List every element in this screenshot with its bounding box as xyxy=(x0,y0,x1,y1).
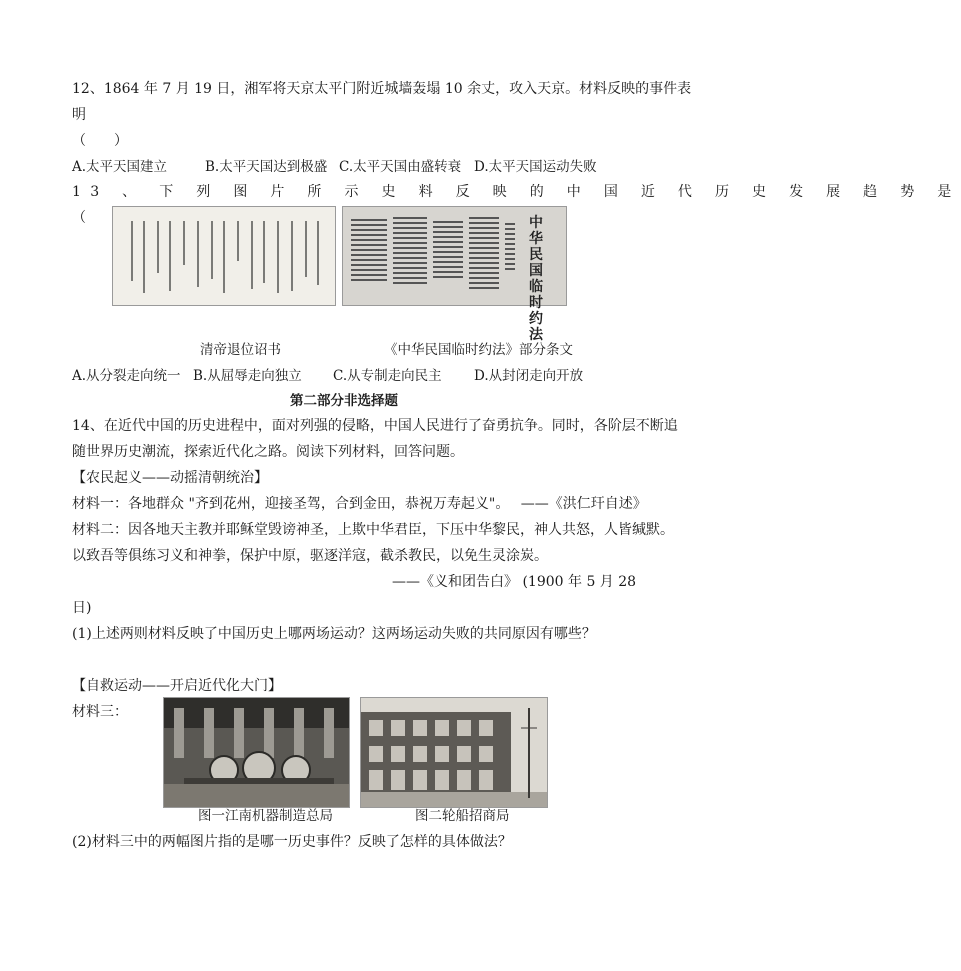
factory-illustration xyxy=(164,698,349,807)
q14-question2: (2)材料三中的两幅图片指的是哪一历史事件？反映了怎样的具体做法？ xyxy=(72,834,512,850)
q14-material2-source-cont: 日) xyxy=(72,600,92,616)
q14-material2-line1: 材料二：因各地天主教并耶稣堂毁谤神圣，上欺中华君臣，下压中华黎民，神人共怒，人皆缄默。 xyxy=(72,522,674,538)
q14-material1: 材料一：各地群众 "齐到花州，迎接圣驾，合到金田，恭祝万寿起义"。 ——《洪仁玕自述》 xyxy=(72,496,647,512)
q13-stem-line1: 13 、 下 列 图 片 所 示 史 料 反 映 的 中 国 近 代 历 史 发 展 趋 势 是 xyxy=(72,184,961,200)
q13-option-a: A.从分裂走向统一 xyxy=(72,368,181,384)
building-illustration xyxy=(361,698,547,807)
provisional-constitution-image xyxy=(342,206,567,343)
q13-option-d: D.从封闭走向开放 xyxy=(474,368,584,384)
figure2-caption: 图二轮船招商局 xyxy=(415,808,510,824)
q14-question1: (1)上述两则材料反映了中国历史上哪两场运动？这两场运动失败的共同原因有哪些？ xyxy=(72,626,596,642)
q14-material2-line2: 以致吾等俱练习义和神拳，保护中原，驱逐洋寇，截杀教民，以免生灵涂炭。 xyxy=(72,548,548,564)
q12-option-a: A.太平天国建立 xyxy=(72,159,168,175)
q12-answer-blank: （ ） xyxy=(72,133,128,149)
q14-material3-label: 材料三： xyxy=(72,704,128,720)
constitution-title-text: 中华民国临时约法 xyxy=(529,215,543,343)
part2-heading: 第二部分非选择题 xyxy=(290,393,398,409)
q12-option-c: C.太平天国由盛转衰 xyxy=(339,159,462,175)
figure1-caption: 图一江南机器制造总局 xyxy=(198,808,333,824)
q12-stem-line1: 12、1864 年 7 月 19 日，湘军将天京太平门附近城墙轰塌 10 余丈，攻入天京。材料反映的事件表 xyxy=(72,81,692,97)
q14-section2-heading: 【自救运动——开启近代化大门】 xyxy=(72,678,282,694)
q12-option-d: D.太平天国运动失败 xyxy=(474,159,597,175)
q14-intro-line2: 随世界历史潮流，探索近代化之路。阅读下列材料，回答问题。 xyxy=(72,444,464,460)
jiangnan-arsenal-photo xyxy=(163,697,350,808)
q14-intro-line1: 14、在近代中国的历史进程中，面对列强的侵略，中国人民进行了奋勇抗争。同时，各阶层不断追 xyxy=(72,418,678,434)
abdication-edict-caption: 清帝退位诏书 xyxy=(200,342,281,358)
abdication-edict-image xyxy=(112,206,336,306)
q13-stem-line2: （ xyxy=(72,210,86,226)
q13-option-b: B.从屈辱走向独立 xyxy=(193,368,302,384)
q14-section1-heading: 【农民起义——动摇清朝统治】 xyxy=(72,470,268,486)
q13-option-c: C.从专制走向民主 xyxy=(333,368,442,384)
q14-material2-source: ——《义和团告白》 (1900 年 5 月 28 xyxy=(392,574,637,590)
q12-option-b: B.太平天国达到极盛 xyxy=(205,159,328,175)
constitution-caption: 《中华民国临时约法》部分条文 xyxy=(384,342,573,358)
merchants-steam-company-photo xyxy=(360,697,548,808)
q12-stem-line2: 明 xyxy=(72,107,86,123)
